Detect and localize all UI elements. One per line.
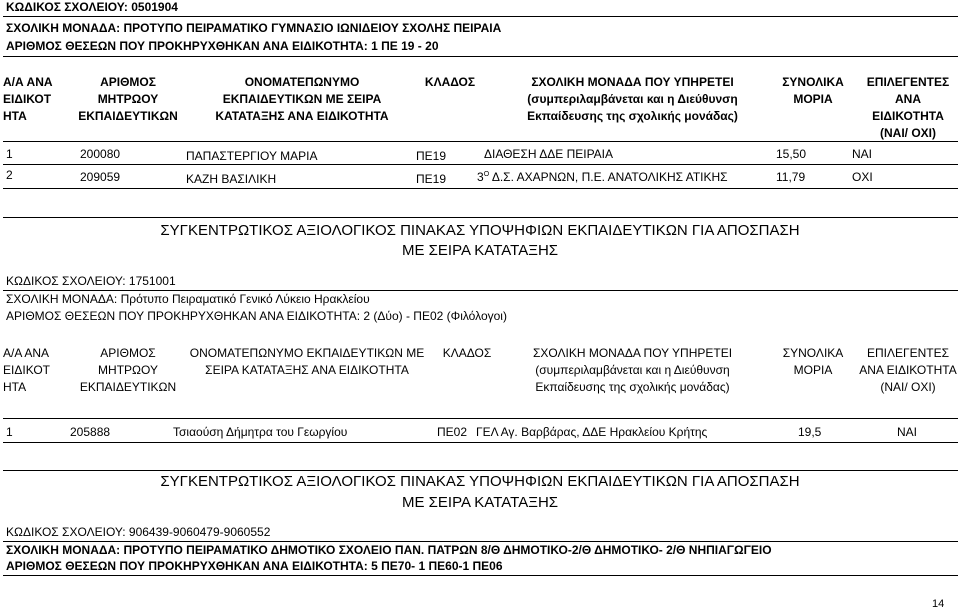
row-aa: 1 — [6, 425, 13, 439]
row-selected: ΝΑΙ — [852, 147, 873, 161]
row-registry: 205888 — [70, 425, 111, 439]
header-registry: ΑΡΙΘΜΟΣ ΜΗΤΡΩΟΥ ΕΚΠΑΙΔΕΥΤΙΚΩΝ — [79, 346, 177, 394]
row-school-unit: ΓΕΛ Αγ. Βαρβάρας, ΔΔΕ Ηρακλείου Κρήτης — [476, 425, 708, 439]
divider — [3, 188, 958, 189]
school-code-2: ΚΩΔΙΚΟΣ ΣΧΟΛΕΙΟΥ: 1751001 — [6, 274, 176, 288]
header-branch: ΚΛΑΔΟΣ — [424, 75, 476, 89]
section-subtitle: ΜΕ ΣΕΙΡΑ ΚΑΤΑΤΑΞΗΣ — [401, 242, 559, 259]
divider — [3, 16, 958, 17]
header-name: ΟΝΟΜΑΤΕΠΩΝΥΜΟ ΕΚΠΑΙΔΕΥΤΙΚΩΝ ΜΕ ΣΕΙΡΑ ΚΑΤΑΤΑΞΗΣ ΑΝΑ ΕΙΔΙΚΟΤΗΤΑ — [189, 346, 425, 377]
row-branch: ΠΕ02 — [437, 425, 468, 439]
header-branch: ΚΛΑΔΟΣ — [442, 346, 492, 360]
row-registry: 209059 — [80, 170, 121, 184]
school-unit-2: ΣΧΟΛΙΚΗ ΜΟΝΑΔΑ: Πρότυπο Πειραματικό Γενικό Λύκειο Ηρακλείου — [6, 292, 370, 306]
row-selected: ΟΧΙ — [852, 170, 873, 184]
row-branch: ΠΕ19 — [416, 149, 447, 163]
positions-2: ΑΡΙΘΜΟΣ ΘΕΣΕΩΝ ΠΟΥ ΠΡΟΚΗΡΥΧΘΗΚΑΝ ΑΝΑ ΕΙΔΙΚΟΤΗΤΑ: 2 (Δύο) - ΠΕ02 (Φιλόλογοι) — [6, 309, 507, 323]
row-aa: 1 — [6, 147, 13, 161]
divider — [3, 164, 958, 165]
row-name: ΠΑΠΑΣΤΕΡΓΙΟΥ ΜΑΡΙΑ — [186, 149, 318, 163]
divider — [3, 290, 958, 291]
divider — [3, 541, 958, 542]
row-branch: ΠΕ19 — [416, 172, 447, 186]
header-aa: Α/Α ΑΝΑ ΕΙΔΙΚΟΤ ΗΤΑ — [3, 346, 50, 394]
header-aa: Α/Α ΑΝΑ ΕΙΔΙΚΟΤ ΗΤΑ — [3, 75, 53, 123]
row-school-unit: $3^O$ Δ.Σ. ΑΧΑΡΝΩΝ, Π.Ε. ΑΝΑΤΟΛΙΚΗΣ ΑΤΙΚΗΣ — [477, 170, 728, 184]
divider — [3, 418, 958, 419]
row-score: 19,5 — [798, 425, 822, 439]
positions-3: ΑΡΙΘΜΟΣ ΘΕΣΕΩΝ ΠΟΥ ΠΡΟΚΗΡΥΧΘΗΚΑΝ ΑΝΑ ΕΙΔΙΚΟΤΗΤΑ: 5 ΠΕ70- 1 ΠΕ60-1 ΠΕ06 — [6, 559, 503, 573]
header-selected: ΕΠΙΛΕΓΕΝΤΕΣ ΑΝΑ ΕΙΔΙΚΟΤΗΤΑ (ΝΑΙ/ ΟΧΙ) — [866, 75, 950, 140]
divider — [3, 217, 958, 218]
divider — [3, 470, 958, 471]
row-selected: ΝΑΙ — [897, 425, 918, 439]
positions-1: ΑΡΙΘΜΟΣ ΘΕΣΕΩΝ ΠΟΥ ΠΡΟΚΗΡΥΧΘΗΚΑΝ ΑΝΑ ΕΙΔΙΚΟΤΗΤΑ: 1 ΠΕ 19 - 20 — [6, 39, 439, 53]
row-name: Τσιαούση Δήμητρα του Γεωργίου — [173, 425, 348, 439]
school-unit-3: ΣΧΟΛΙΚΗ ΜΟΝΑΔΑ: ΠΡΟΤΥΠΟ ΠΕΙΡΑΜΑΤΙΚΟ ΔΗΜΟΤΙΚΟ ΣΧΟΛΕΙΟ ΠΑΝ. ΠΑΤΡΩΝ 8/Θ ΔΗΜΟΤΙΚΟ-2/Θ ΔΗΜΟΤΙΚΟ- 2/Θ ΝΗΠΙΑΓΩΓΕΙΟ — [6, 543, 772, 557]
header-registry: ΑΡΙΘΜΟΣ ΜΗΤΡΩΟΥ ΕΚΠΑΙΔΕΥΤΙΚΩΝ — [78, 75, 178, 123]
section-title: ΣΥΓΚΕΝΤΡΩΤΙΚΟΣ ΑΞΙΟΛΟΓΙΚΟΣ ΠΙΝΑΚΑΣ ΥΠΟΨΗΦΙΩΝ ΕΚΠΑΙΔΕΥΤΙΚΩΝ ΓΙΑ ΑΠΟΣΠΑΣΗ — [160, 222, 800, 239]
header-selected: ΕΠΙΛΕΓΕΝΤΕΣ ΑΝΑ ΕΙΔΙΚΟΤΗΤΑ (ΝΑΙ/ ΟΧΙ) — [859, 346, 957, 394]
school-code-1: ΚΩΔΙΚΟΣ ΣΧΟΛΕΙΟΥ: 0501904 — [6, 0, 178, 14]
row-registry: 200080 — [80, 147, 121, 161]
divider — [3, 575, 958, 576]
row-aa: 2 — [6, 168, 13, 182]
header-score: ΣΥΝΟΛΙΚΑ ΜΟΡΙΑ — [782, 75, 844, 106]
row-name: ΚΑΖΗ ΒΑΣΙΛΙΚΗ — [186, 172, 277, 186]
divider — [3, 56, 958, 57]
section-subtitle: ΜΕ ΣΕΙΡΑ ΚΑΤΑΤΑΞΗΣ — [401, 494, 559, 511]
school-unit-1: ΣΧΟΛΙΚΗ ΜΟΝΑΔΑ: ΠΡΟΤΥΠΟ ΠΕΙΡΑΜΑΤΙΚΟ ΓΥΜΝΑΣΙΟ ΙΩΝΙΔΕΙΟΥ ΣΧΟΛΗΣ ΠΕΙΡΑΙΑ — [6, 21, 502, 35]
school-code-3: ΚΩΔΙΚΟΣ ΣΧΟΛΕΙΟΥ: 906439-9060479-9060552 — [6, 525, 271, 539]
page-number: 14 — [932, 598, 945, 610]
header-name: ΟΝΟΜΑΤΕΠΩΝΥΜΟ ΕΚΠΑΙΔΕΥΤΙΚΩΝ ΜΕ ΣΕΙΡΑ ΚΑΤΑΤΑΞΗΣ ΑΝΑ ΕΙΔΙΚΟΤΗΤΑ — [215, 75, 389, 123]
row-score: 11,79 — [776, 170, 806, 184]
header-school-unit: ΣΧΟΛΙΚΗ ΜΟΝΑΔΑ ΠΟΥ ΥΠΗΡΕΤΕΙ (συμπεριλαμβάνεται και η Διεύθυνση Εκπαίδευσης της σχολικής μονάδας) — [532, 346, 733, 394]
section-title: ΣΥΓΚΕΝΤΡΩΤΙΚΟΣ ΑΞΙΟΛΟΓΙΚΟΣ ΠΙΝΑΚΑΣ ΥΠΟΨΗΦΙΩΝ ΕΚΠΑΙΔΕΥΤΙΚΩΝ ΓΙΑ ΑΠΟΣΠΑΣΗ — [160, 473, 800, 490]
header-school-unit: ΣΧΟΛΙΚΗ ΜΟΝΑΔΑ ΠΟΥ ΥΠΗΡΕΤΕΙ (συμπεριλαμβάνεται και η Διεύθυνση Εκπαίδευσης της σχολικής μονάδας) — [527, 75, 738, 123]
row-score: 15,50 — [776, 147, 807, 161]
divider — [3, 141, 958, 142]
header-score: ΣΥΝΟΛΙΚΑ ΜΟΡΙΑ — [782, 346, 844, 377]
divider — [3, 442, 958, 443]
row-school-unit: ΔΙΑΘΕΣΗ ΔΔΕ ΠΕΙΡΑΙΑ — [484, 147, 614, 161]
